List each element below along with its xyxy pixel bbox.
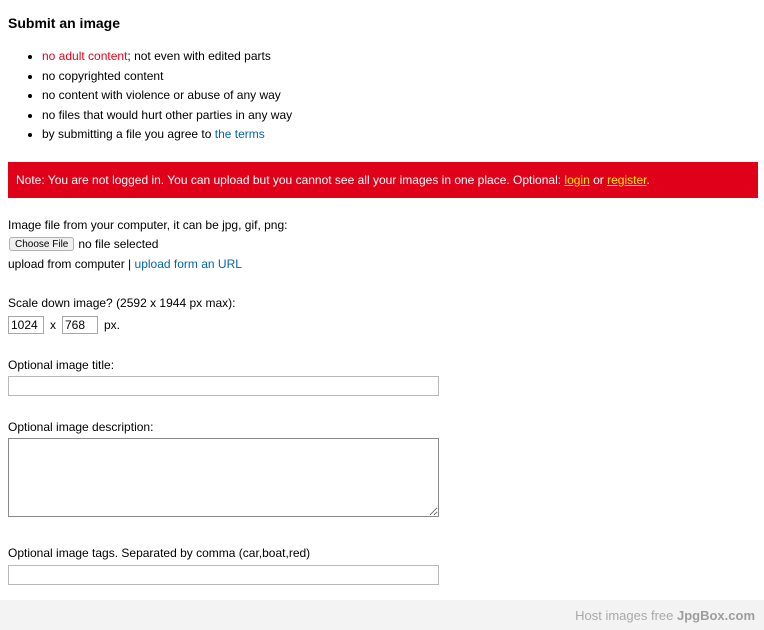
scale-x: x xyxy=(50,318,56,332)
upload-mode-text: upload from computer | xyxy=(8,257,135,271)
scale-label: Scale down image? (2592 x 1944 px max): xyxy=(8,296,236,310)
login-link[interactable]: login xyxy=(564,173,590,187)
notice-end: . xyxy=(646,173,650,187)
description-label: Optional image description: xyxy=(8,420,154,434)
rule-text: by submitting a file you agree to xyxy=(42,127,215,141)
scale-unit: px. xyxy=(104,318,121,332)
register-link[interactable]: register xyxy=(607,173,647,187)
notice-text: Note: You are not logged in. You can upload but you cannot see all your images in one place. Optional: xyxy=(16,173,565,187)
list-item: • no content with violence or abuse of any way xyxy=(42,86,292,106)
description-textarea[interactable] xyxy=(8,438,439,517)
notice-or: or xyxy=(589,173,608,187)
choose-file-button[interactable]: Choose File xyxy=(9,237,74,251)
terms-link[interactable]: the terms xyxy=(214,127,265,141)
title-label: Optional image title: xyxy=(8,358,115,372)
rule-adult-highlight: no adult content xyxy=(42,49,128,63)
tags-input[interactable] xyxy=(8,565,439,585)
scale-row xyxy=(8,315,126,335)
rule-text: ; not even with edited parts xyxy=(127,49,271,63)
scale-width-input[interactable] xyxy=(8,316,44,334)
scale-height-input[interactable] xyxy=(62,316,98,334)
footer-brand[interactable]: JpgBox.com xyxy=(676,608,755,623)
footer xyxy=(0,600,764,630)
upload-mode-row xyxy=(8,257,242,271)
list-item: • no copyrighted content xyxy=(42,67,292,87)
upload-url-link[interactable]: upload form an URL xyxy=(134,257,242,271)
page-title: Submit an image xyxy=(8,15,121,31)
file-label: Image file from your computer, it can be jpg, gif, png: xyxy=(8,218,288,232)
file-status: no file selected xyxy=(78,237,159,251)
list-item xyxy=(42,47,292,67)
rules-list xyxy=(8,47,292,145)
footer-credit xyxy=(575,608,755,623)
login-notice xyxy=(8,162,758,198)
list-item xyxy=(42,125,292,145)
file-picker xyxy=(9,236,158,252)
list-item: • no files that would hurt other parties in any way xyxy=(42,106,292,126)
footer-text: Host images free xyxy=(575,608,677,623)
title-input[interactable] xyxy=(8,376,439,396)
tags-label: Optional image tags. Separated by comma (car,boat,red) xyxy=(8,546,311,560)
